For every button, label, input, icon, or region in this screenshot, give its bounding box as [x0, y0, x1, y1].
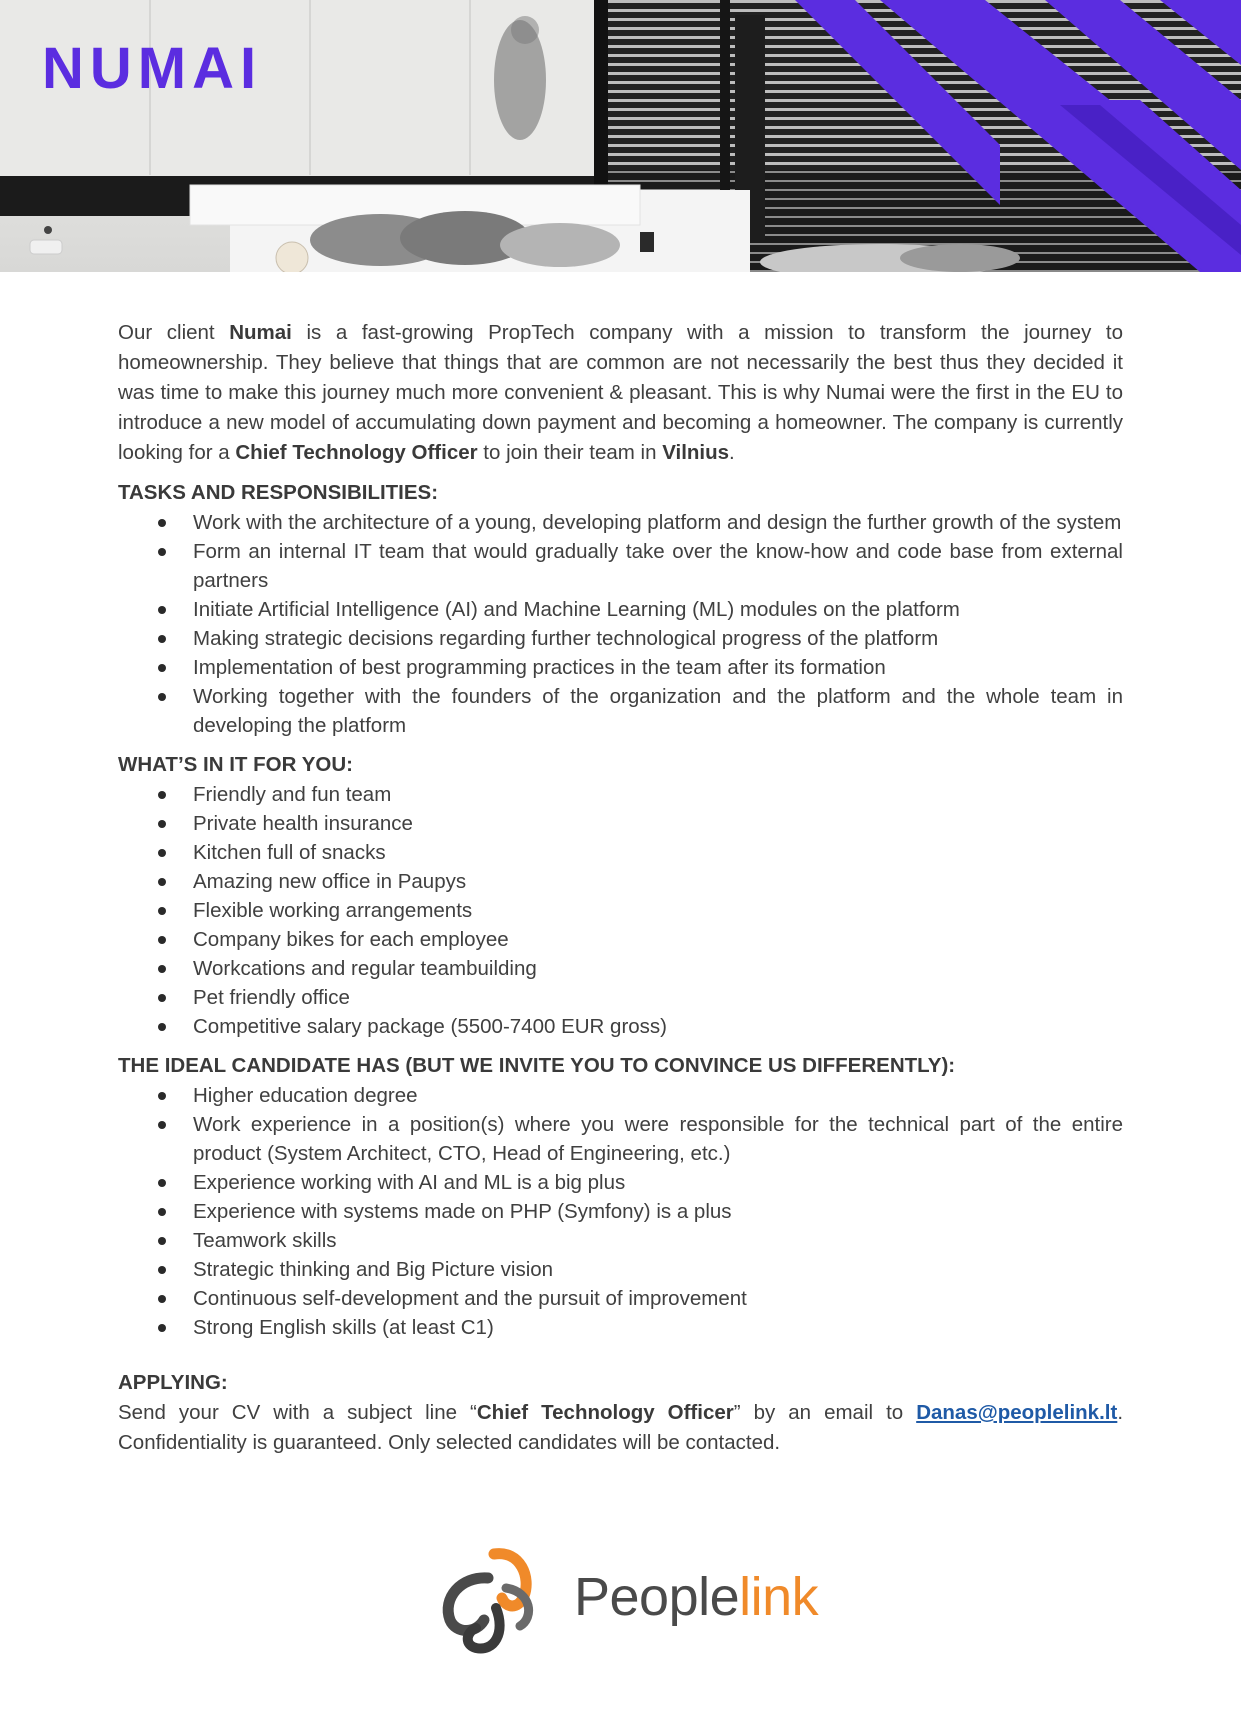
peoplelink-wordmark — [574, 1567, 819, 1627]
benefits-list — [118, 780, 1123, 1041]
tasks-heading: TASKS AND RESPONSIBILITIES: — [118, 481, 439, 504]
list-item: Pet friendly office — [118, 983, 1123, 1012]
applying-paragraph — [118, 1398, 1123, 1458]
city-name: Vilnius — [662, 441, 730, 464]
numai-logo: NUMAI — [42, 36, 263, 101]
list-item: Competitive salary package (5500-7400 EUR gross) — [118, 1012, 1123, 1041]
client-name: Numai — [229, 321, 292, 344]
list-item: Continuous self-development and the pursuit of improvement — [118, 1284, 1123, 1313]
applying-text: Send your CV with a subject line “ — [118, 1401, 477, 1424]
applying-text: . Confidentiality is guaranteed. Only selected candidates will be contacted. — [118, 1401, 1124, 1454]
list-item: Work experience in a position(s) where you were responsible for the technical part of the entire product (System Architect, CTO, Head of Engineering, etc.) — [118, 1110, 1123, 1168]
applying-text: ” by an email to — [733, 1401, 917, 1424]
intro-text: . — [729, 441, 735, 464]
subject-line: Chief Technology Officer — [476, 1401, 734, 1424]
list-item: Form an internal IT team that would gradually take over the know-how and code base from external partners — [118, 537, 1123, 595]
applying-section — [118, 1368, 1123, 1458]
list-item: Strategic thinking and Big Picture vision — [118, 1255, 1123, 1284]
list-item: Teamwork skills — [118, 1226, 1123, 1255]
list-item: Work with the architecture of a young, developing platform and design the further growth of the system — [118, 508, 1123, 537]
header-banner — [0, 0, 1241, 272]
intro-text: to join their team in — [477, 441, 663, 464]
list-item: Experience with systems made on PHP (Symfony) is a plus — [118, 1197, 1123, 1226]
list-item: Workcations and regular teambuilding — [118, 954, 1123, 983]
list-item: Kitchen full of snacks — [118, 838, 1123, 867]
intro-text: is a fast-growing PropTech company with a mission to transform the journey to homeownership. They believe that things that are common are not necessarily the best thus they decided it was time to make this journey much more convenient & pleasant. This is why Numai were the first in the EU to introduce a new model of accumulating down payment and becoming a homeowner. The company is currently looking for a — [118, 321, 1124, 464]
list-item: Friendly and fun team — [118, 780, 1123, 809]
job-description — [118, 318, 1123, 1458]
candidate-heading: THE IDEAL CANDIDATE HAS (BUT WE INVITE YOU TO CONVINCE US DIFFERENTLY): — [118, 1054, 956, 1077]
tasks-list — [118, 508, 1123, 740]
list-item: Higher education degree — [118, 1081, 1123, 1110]
wordmark-part: link — [739, 1567, 819, 1627]
email-link[interactable]: Danas@peoplelink.lt — [916, 1401, 1118, 1424]
list-item: Working together with the founders of the organization and the platform and the whole team in developing the platform — [118, 682, 1123, 740]
intro-text: Our client — [118, 321, 230, 344]
peoplelink-mark-icon — [436, 1548, 566, 1658]
list-item: Amazing new office in Paupys — [118, 867, 1123, 896]
list-item: Making strategic decisions regarding further technological progress of the platform — [118, 624, 1123, 653]
list-item: Strong English skills (at least C1) — [118, 1313, 1123, 1342]
applying-heading: APPLYING: — [118, 1371, 228, 1394]
list-item: Flexible working arrangements — [118, 896, 1123, 925]
intro-paragraph — [118, 318, 1123, 468]
benefits-heading: WHAT’S IN IT FOR YOU: — [118, 753, 353, 776]
list-item: Implementation of best programming practices in the team after its formation — [118, 653, 1123, 682]
list-item: Initiate Artificial Intelligence (AI) and Machine Learning (ML) modules on the platform — [118, 595, 1123, 624]
list-item: Private health insurance — [118, 809, 1123, 838]
candidate-list — [118, 1081, 1123, 1342]
peoplelink-logo — [436, 1548, 819, 1658]
list-item: Company bikes for each employee — [118, 925, 1123, 954]
role-title: Chief Technology Officer — [235, 441, 478, 464]
list-item: Experience working with AI and ML is a big plus — [118, 1168, 1123, 1197]
wordmark-part: People — [574, 1567, 740, 1627]
